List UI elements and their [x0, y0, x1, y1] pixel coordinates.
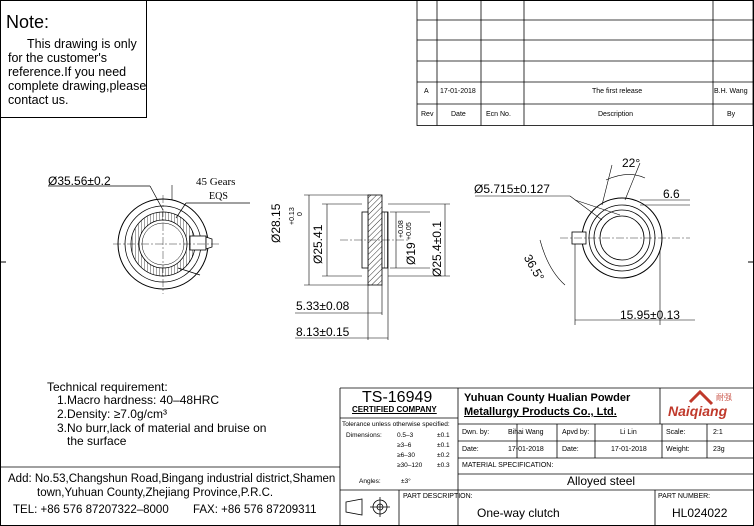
by-header: By [727, 111, 736, 118]
dim-6-6: 6.6 [663, 187, 680, 201]
weight-label: Weight: [666, 446, 690, 453]
address-line-2: town,Yuhuan County,Zhejiang Province,P.R.C. [37, 487, 274, 499]
dim-dia-small: Ø19 [404, 242, 418, 265]
scale-label: Scale: [666, 429, 686, 436]
certified-label: CERTIFIED COMPANY [352, 405, 437, 414]
note-line-3: reference.If you need [8, 65, 127, 79]
tol-range-4: ≥30–120 [397, 462, 423, 469]
dim-dia-small-tol-lower: +0.05 [406, 222, 413, 240]
dwn-by-value: Bihai Wang [508, 429, 544, 436]
scale-value: 2:1 [713, 429, 723, 436]
dim-length: 8.13±0.15 [296, 325, 350, 339]
date-apvd-value: 17-01-2018 [611, 446, 647, 453]
description-header: Description [598, 111, 634, 118]
note-line-1: This drawing is only [27, 37, 137, 51]
ecn-header: Ecn No. [486, 111, 511, 118]
dim-angle-side: 36.5° [520, 252, 548, 284]
note-title: Note: [6, 12, 50, 32]
date-dwn-value: 17-01-2018 [508, 446, 544, 453]
tol-value-2: ±0.1 [437, 442, 450, 449]
dim-dia-right: Ø25.4±0.1 [430, 221, 444, 277]
tech-item-1: 1.Macro hardness: 40–48HRC [57, 393, 220, 407]
date-header: Date [451, 111, 466, 118]
left-view-part [113, 185, 220, 294]
note-line-4: complete drawing,please [8, 79, 147, 93]
weight-value: 23g [713, 446, 725, 453]
dim-dia-large: Ø28.15 [269, 203, 283, 243]
rev-header: Rev [421, 111, 434, 118]
material-value: Alloyed steel [567, 474, 636, 488]
tol-range-1: 0.5–3 [397, 432, 414, 439]
rev-by-cell: B.H. Wang [714, 88, 748, 95]
dim-dia-mid: Ø25.41 [311, 224, 325, 264]
dim-dia-large-tol-lower: 0 [297, 212, 304, 216]
revision-table-grid [417, 1, 753, 126]
dim-angle-top: 22° [622, 156, 641, 170]
rev-cell: A [424, 88, 429, 95]
dim-thickness: 5.33±0.08 [296, 299, 350, 313]
right-view-part [560, 198, 690, 278]
dwn-by-label: Dwn. by: [462, 429, 490, 436]
date-apvd-label: Date: [562, 446, 579, 453]
note-line-5: contact us. [8, 93, 69, 107]
apvd-by-label: Apvd by: [562, 429, 590, 436]
logo-text: Naiqiang [668, 403, 728, 419]
dim-dia-small-tol-upper: +0.08 [398, 220, 405, 238]
tech-item-3: 3.No burr,lack of material and bruise on [57, 421, 267, 435]
apvd-by-value: Li Lin [620, 429, 637, 436]
tol-value-4: ±0.3 [437, 462, 450, 469]
dim-width: 15.95±0.13 [620, 308, 680, 322]
dim-dia-large-tol-upper: +0.13 [289, 207, 296, 225]
part-number-label: PART NUMBER: [658, 493, 711, 500]
dim-outer-diameter: Ø35.56±0.2 [48, 174, 111, 188]
dimensions-label: Dimensions: [346, 432, 382, 439]
eqs-label: EQS [209, 191, 228, 202]
note-line-2: for the customer's [8, 51, 107, 65]
address-line-1: Add: No.53,Changshun Road,Bingang industrial district,Shamen [8, 473, 336, 485]
tol-value-1: ±0.1 [437, 432, 450, 439]
projection-symbol [346, 497, 390, 517]
tel: TEL: +86 576 87207322–8000 [13, 504, 169, 516]
part-desc-label: PART DESCRIPTION: [403, 493, 473, 500]
angles-value: ±3° [401, 478, 411, 485]
part-desc-value: One-way clutch [477, 506, 560, 520]
tech-title: Technical requirement: [47, 380, 168, 394]
standard-label: TS-16949 [362, 389, 433, 406]
tech-item-4: the surface [67, 434, 127, 448]
tolerance-header: Tolerance unless otherwise specified: [342, 421, 450, 428]
part-number-value: HL024022 [672, 506, 728, 520]
company-line-2: Metallurgy Products Co., Ltd. [464, 406, 617, 418]
tol-value-3: ±0.2 [437, 452, 450, 459]
material-label: MATERIAL SPECIFICATION: [462, 462, 554, 469]
rev-description-cell: The first release [592, 88, 643, 95]
tol-range-3: ≥6–30 [397, 452, 416, 459]
gears-label: 45 Gears [196, 176, 236, 188]
angles-label: Angles: [359, 478, 381, 485]
rev-date-cell: 17-01-2018 [440, 88, 476, 95]
middle-view-part [340, 195, 410, 285]
tech-item-2: 2.Density: ≥7.0g/cm³ [57, 407, 167, 421]
fax: FAX: +86 576 87209311 [193, 504, 317, 516]
company-line-1: Yuhuan County Hualian Powder [464, 392, 631, 404]
dim-hole-diameter: Ø5.715±0.127 [474, 182, 550, 196]
tol-range-2: ≥3–6 [397, 442, 412, 449]
date-dwn-label: Date: [462, 446, 479, 453]
logo-cn-text: 耐强 [716, 393, 732, 402]
